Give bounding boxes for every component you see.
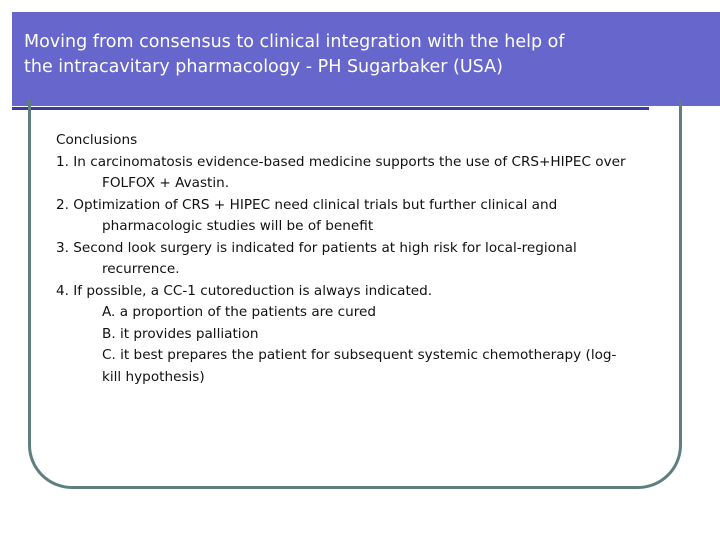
subpoint-c-line-1: C. it best prepares the patient for subsequent systemic chemotherapy (log- [102, 347, 617, 363]
point-1-line-1: 1. In carcinomatosis evidence-based medicine supports the use of CRS+HIPEC over [56, 153, 626, 170]
conclusions-heading: Conclusions [56, 132, 138, 148]
point-4-line-1: 4. If possible, a CC-1 cutoreduction is always indicated. [56, 282, 433, 299]
point-2-line-2: pharmacologic studies will be of benefit [102, 218, 374, 234]
point-3-line-1: 3. Second look surgery is indicated for patients at high risk for local-regional [56, 239, 577, 256]
subpoint-a: A. a proportion of the patients are cured [102, 304, 376, 320]
point-3-line-2: recurrence. [102, 261, 180, 277]
subpoint-c-line-2: kill hypothesis) [102, 368, 205, 385]
title-line-2: the intracavitary pharmacology - PH Sugarbaker (USA) [24, 57, 503, 77]
title-line-1: Moving from consensus to clinical integration with the help of [24, 32, 565, 52]
point-1-line-2: FOLFOX + Avastin. [102, 175, 230, 191]
subpoint-b: B. it provides palliation [102, 325, 259, 342]
slide-title [24, 30, 674, 80]
point-2-line-1: 2. Optimization of CRS + HIPEC need clinical trials but further clinical and [56, 196, 558, 213]
conclusions-body [56, 130, 656, 388]
